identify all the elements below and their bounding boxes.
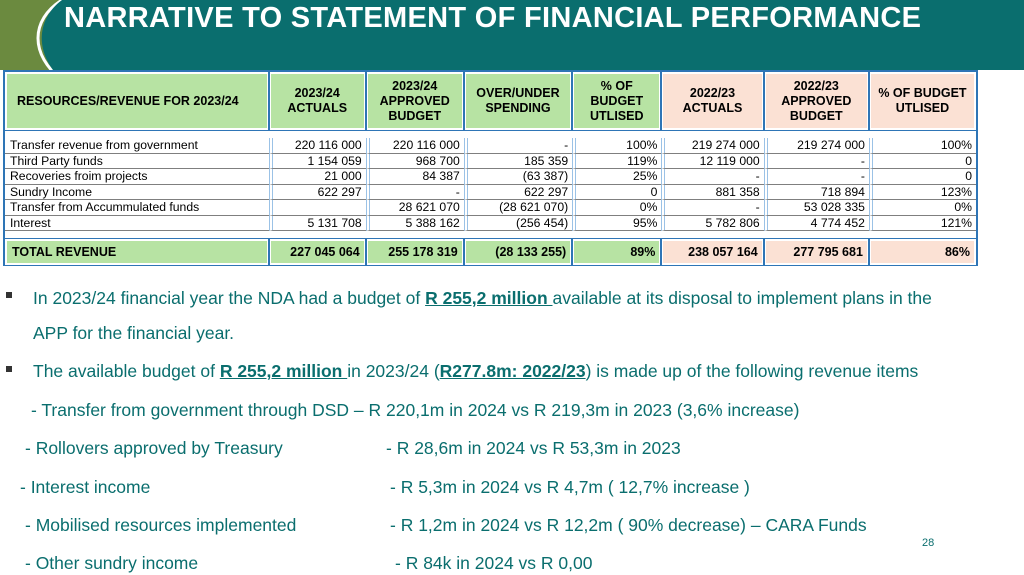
bullet-icon [6, 292, 12, 298]
table-cell: 123% [869, 185, 976, 201]
item-sundry-value: - R 84k in 2024 vs R 0,00 [395, 553, 593, 573]
table-cell: 0 [869, 154, 976, 170]
page-number: 28 [922, 537, 935, 549]
text: in 2023/24 ( [347, 361, 440, 381]
bullet-1 [33, 288, 932, 309]
table-cell: 0% [869, 200, 976, 216]
table-cell: 25% [572, 169, 661, 185]
table-cell: 220 116 000 [269, 138, 366, 154]
item-interest-value: - R 5,3m in 2024 vs R 4,7m ( 12,7% increase ) [390, 477, 750, 497]
table-cell: 219 274 000 [764, 138, 869, 154]
table-cell: 968 700 [366, 154, 464, 170]
table-cell: (63 387) [464, 169, 572, 185]
bullet-2 [33, 361, 918, 382]
column-header: 2023/24 APPROVED BUDGET [366, 72, 464, 130]
total-cell: 238 057 164 [661, 239, 763, 265]
item-sundry-label: - Other sundry income [25, 553, 199, 573]
column-header: 2022/23 ACTUALS [661, 72, 763, 130]
bullet-1-line-2: APP for the financial year. [33, 323, 235, 343]
row-label: Transfer revenue from government [5, 138, 269, 154]
row-label: Transfer from Accummulated funds [5, 200, 269, 216]
title-bar [0, 0, 1024, 70]
table-row [5, 169, 976, 185]
table-cell: 5 782 806 [661, 216, 763, 232]
table-cell: (28 621 070) [464, 200, 572, 216]
table-cell: 21 000 [269, 169, 366, 185]
table-cell: 0 [869, 169, 976, 185]
table-cell: 220 116 000 [366, 138, 464, 154]
table-cell: 0 [572, 185, 661, 201]
table-cell: 100% [869, 138, 976, 154]
total-label: TOTAL REVENUE [5, 239, 269, 265]
table-cell: 100% [572, 138, 661, 154]
table-cell: 28 621 070 [366, 200, 464, 216]
row-label: Third Party funds [5, 154, 269, 170]
table-cell: 0% [572, 200, 661, 216]
total-cell: (28 133 255) [464, 239, 572, 265]
row-label: Recoveries froim projects [5, 169, 269, 185]
table-cell: - [366, 185, 464, 201]
table-cell: 185 359 [464, 154, 572, 170]
bullet-icon [6, 366, 12, 372]
text: The available budget of [33, 361, 220, 381]
revenue-table [3, 70, 978, 266]
text: available at its disposal to implement plans in the [552, 288, 932, 308]
table-cell: 881 358 [661, 185, 763, 201]
table-cell: 5 131 708 [269, 216, 366, 232]
item-rollovers-value: - R 28,6m in 2024 vs R 53,3m in 2023 [386, 438, 681, 458]
table-cell: 12 119 000 [661, 154, 763, 170]
prior-budget: R277.8m: 2022/23 [439, 361, 586, 381]
table-cell: 718 894 [764, 185, 869, 201]
table-cell: 5 388 162 [366, 216, 464, 232]
table-cell: - [464, 138, 572, 154]
table-row [5, 216, 976, 232]
budget-amount: R 255,2 million [219, 361, 348, 381]
table-cell: - [764, 169, 869, 185]
column-header: RESOURCES/REVENUE FOR 2023/24 [5, 72, 269, 130]
table-row [5, 200, 976, 216]
column-header: 2022/23 APPROVED BUDGET [764, 72, 869, 130]
total-cell: 277 795 681 [764, 239, 869, 265]
table-row [5, 138, 976, 154]
table-cell: - [764, 154, 869, 170]
total-cell: 86% [869, 239, 976, 265]
table-cell: 53 028 335 [764, 200, 869, 216]
column-header: % OF BUDGET UTLISED [869, 72, 976, 130]
table-row [5, 154, 976, 170]
budget-amount: R 255,2 million [425, 288, 553, 308]
table-cell: - [661, 200, 763, 216]
table-cell: 84 387 [366, 169, 464, 185]
table-cell: (256 454) [464, 216, 572, 232]
total-cell: 227 045 064 [269, 239, 366, 265]
table-cell: 219 274 000 [661, 138, 763, 154]
row-label: Sundry Income [5, 185, 269, 201]
item-transfer: - Transfer from government through DSD – R 220,1m in 2024 vs R 219,3m in 2023 (3,6% increase) [31, 400, 800, 420]
item-mobilised-value: - R 1,2m in 2024 vs R 12,2m ( 90% decrease) – CARA Funds [390, 515, 867, 535]
page-title: NARRATIVE TO STATEMENT OF FINANCIAL PERFORMANCE [64, 2, 922, 34]
table-cell: 121% [869, 216, 976, 232]
table-cell: - [661, 169, 763, 185]
table-cell: 622 297 [269, 185, 366, 201]
table-cell: 95% [572, 216, 661, 232]
spacer [5, 231, 976, 239]
table-cell: 1 154 059 [269, 154, 366, 170]
total-row [5, 239, 976, 265]
table-cell: 4 774 452 [764, 216, 869, 232]
item-interest-label: - Interest income [20, 477, 151, 497]
total-cell: 255 178 319 [366, 239, 464, 265]
table-row [5, 185, 976, 201]
item-mobilised-label: - Mobilised resources implemented [25, 515, 297, 535]
table-cell: 622 297 [464, 185, 572, 201]
table-cell: 119% [572, 154, 661, 170]
spacer [5, 130, 976, 138]
item-rollovers-label: - Rollovers approved by Treasury [25, 438, 283, 458]
column-header: OVER/UNDER SPENDING [464, 72, 572, 130]
total-cell: 89% [572, 239, 661, 265]
row-label: Interest [5, 216, 269, 232]
text: ) is made up of the following revenue items [585, 361, 919, 381]
column-header: 2023/24 ACTUALS [269, 72, 366, 130]
column-header: % OF BUDGET UTLISED [572, 72, 661, 130]
text: In 2023/24 financial year the NDA had a budget of [33, 288, 426, 308]
table-cell [269, 200, 366, 216]
